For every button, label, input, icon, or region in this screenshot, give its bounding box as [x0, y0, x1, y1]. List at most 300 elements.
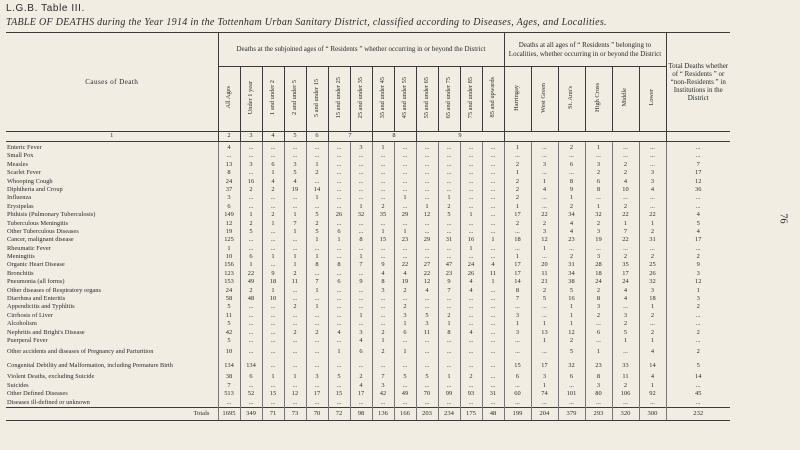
value-cell: 70 [416, 390, 438, 398]
value-cell: 3 [585, 303, 612, 311]
value-cell: 1 [639, 303, 666, 311]
value-cell: ... [262, 382, 284, 390]
value-cell: 7 [372, 373, 394, 381]
value-cell: 2 [372, 203, 394, 211]
value-cell: ... [460, 303, 482, 311]
value-cell: 1 [394, 194, 416, 202]
totals-label: Totals [6, 407, 218, 420]
table-row [6, 278, 730, 286]
value-cell: 3 [639, 169, 666, 177]
cause-cell: Congenital Debility and Malformation, including Premature Birth [7, 362, 173, 370]
value-cell: 8 [558, 178, 585, 186]
total-value-cell: 98 [350, 407, 372, 420]
value-cell: ... [612, 399, 639, 408]
value-cell: 2 [438, 312, 460, 320]
cause-cell: Diphtheria and Croup [7, 185, 63, 193]
value-cell: 32 [639, 278, 666, 286]
value-cell: ... [460, 345, 482, 359]
value-cell: 2 [531, 220, 558, 228]
value-cell: 5 [306, 211, 328, 219]
value-cell: 1 [585, 345, 612, 359]
value-cell: ... [372, 320, 394, 328]
total-deaths-header: Total Deaths whether of “ Residents ” or “non-Residents ” in Institutions in the District [666, 33, 730, 132]
value-cell: ... [394, 337, 416, 345]
localities-group-header: Deaths at all ages of “ Residents ” belonging to Localities, whether occurring in or beyond the District [504, 33, 666, 67]
total-deaths-cell: 9 [666, 261, 730, 269]
value-cell: 31 [558, 261, 585, 269]
value-cell: 19 [218, 228, 240, 236]
value-cell: 149 [218, 211, 240, 219]
value-cell: 4 [558, 220, 585, 228]
value-cell: ... [372, 253, 394, 261]
value-cell: 1 [531, 320, 558, 328]
value-cell: 2 [438, 203, 460, 211]
table-row [6, 337, 730, 345]
value-cell: 2 [504, 178, 531, 186]
value-cell: ... [460, 161, 482, 169]
total-deaths-cell: 5 [666, 220, 730, 228]
value-cell: ... [416, 359, 438, 373]
cause-cell: Suicides [7, 381, 29, 389]
column-header: 1 and under 2 [262, 67, 284, 132]
column-header: Middle [612, 67, 639, 132]
value-cell: ... [262, 320, 284, 328]
value-cell: ... [416, 303, 438, 311]
value-cell: ... [460, 295, 482, 303]
value-cell: 4 [460, 287, 482, 295]
cause-cell: Phthisis (Pulmonary Tuberculosis) [7, 211, 96, 219]
value-cell: ... [438, 303, 460, 311]
value-cell: 2 [612, 382, 639, 390]
value-cell: ... [460, 337, 482, 345]
value-cell: 22 [416, 270, 438, 278]
total-value-cell: 1695 [218, 407, 240, 420]
value-cell: 3 [504, 312, 531, 320]
value-cell: ... [218, 399, 240, 408]
value-cell: ... [240, 169, 262, 177]
total-value-cell: 166 [394, 407, 416, 420]
value-cell: 32 [558, 359, 585, 373]
value-cell: 1 [531, 178, 558, 186]
value-cell: ... [612, 142, 639, 153]
value-cell: 92 [639, 390, 666, 398]
value-cell: 3 [350, 142, 372, 153]
value-cell: ... [482, 287, 504, 295]
value-cell: 1 [284, 261, 306, 269]
column-header: 55 and under 65 [416, 67, 438, 132]
value-cell: ... [416, 186, 438, 194]
value-cell: 5 [416, 312, 438, 320]
table-row [6, 261, 730, 269]
value-cell: 3 [306, 373, 328, 381]
table-row [6, 329, 730, 337]
total-deaths-cell: ... [666, 320, 730, 328]
value-cell: 12 [416, 211, 438, 219]
value-cell: ... [416, 161, 438, 169]
value-cell: 1 [531, 245, 558, 253]
value-cell: ... [585, 320, 612, 328]
value-cell: ... [240, 194, 262, 202]
ages-group-header: Deaths at the subjoined ages of “ Residents ” whether occurring in or beyond the District [218, 33, 504, 67]
value-cell: 20 [531, 261, 558, 269]
value-cell: 24 [460, 261, 482, 269]
value-cell: 11 [416, 329, 438, 337]
value-cell: 31 [438, 236, 460, 244]
value-cell: 1 [284, 253, 306, 261]
value-cell: ... [328, 287, 350, 295]
column-number: 7 [328, 132, 372, 142]
value-cell: 2 [372, 329, 394, 337]
value-cell: ... [394, 186, 416, 194]
value-cell: 2 [612, 203, 639, 211]
total-value-cell: 379 [558, 407, 585, 420]
value-cell: 27 [416, 261, 438, 269]
value-cell: 6 [350, 345, 372, 359]
value-cell: 4 [460, 329, 482, 337]
value-cell: 2 [639, 329, 666, 337]
value-cell: 4 [531, 186, 558, 194]
value-cell: ... [306, 152, 328, 160]
value-cell: 6 [504, 373, 531, 381]
value-cell: 32 [585, 211, 612, 219]
cause-cell: Small Pox [7, 152, 34, 160]
value-cell: 22 [612, 236, 639, 244]
total-value-cell: 204 [531, 407, 558, 420]
value-cell: ... [350, 220, 372, 228]
value-cell: 8 [306, 261, 328, 269]
table-row [6, 178, 730, 186]
value-cell: ... [612, 194, 639, 202]
value-cell: 17 [504, 270, 531, 278]
value-cell: ... [284, 382, 306, 390]
value-cell: 2 [306, 329, 328, 337]
value-cell: ... [482, 245, 504, 253]
value-cell: 14 [504, 278, 531, 286]
value-cell: 42 [218, 329, 240, 337]
value-cell: ... [350, 359, 372, 373]
total-deaths-cell: ... [666, 382, 730, 390]
value-cell: 26 [460, 270, 482, 278]
value-cell: ... [350, 270, 372, 278]
value-cell: ... [350, 287, 372, 295]
value-cell: 19 [585, 236, 612, 244]
value-cell: 1 [328, 345, 350, 359]
value-cell: ... [639, 161, 666, 169]
table-row [6, 253, 730, 261]
value-cell: 2 [639, 228, 666, 236]
value-cell: 1 [306, 287, 328, 295]
value-cell: 4 [482, 261, 504, 269]
value-cell: ... [328, 270, 350, 278]
value-cell: ... [639, 245, 666, 253]
value-cell: ... [350, 228, 372, 236]
value-cell: 23 [585, 359, 612, 373]
value-cell: ... [460, 142, 482, 153]
value-cell: ... [240, 382, 262, 390]
value-cell: 13 [531, 329, 558, 337]
value-cell: 2 [460, 373, 482, 381]
table-row [6, 236, 730, 244]
value-cell: 8 [585, 186, 612, 194]
value-cell: ... [306, 312, 328, 320]
column-number: 9 [416, 132, 504, 142]
value-cell: ... [394, 359, 416, 373]
value-cell: ... [328, 295, 350, 303]
cause-cell: Cirrhosis of Liver [7, 311, 53, 319]
value-cell: 3 [639, 178, 666, 186]
value-cell: 11 [531, 270, 558, 278]
value-cell: 52 [240, 390, 262, 398]
column-number-row [6, 132, 730, 142]
value-cell: 4 [460, 278, 482, 286]
column-header: 25 and under 35 [350, 67, 372, 132]
value-cell: ... [262, 142, 284, 153]
value-cell: 5 [284, 169, 306, 177]
value-cell: ... [350, 320, 372, 328]
value-cell: ... [438, 178, 460, 186]
value-cell: ... [328, 178, 350, 186]
value-cell: 16 [558, 295, 585, 303]
value-cell: 58 [218, 295, 240, 303]
value-cell: 6 [558, 373, 585, 381]
value-cell: 4 [416, 287, 438, 295]
value-cell: 7 [284, 220, 306, 228]
value-cell: 34 [558, 270, 585, 278]
value-cell: 2 [558, 142, 585, 153]
value-cell: 5 [394, 373, 416, 381]
table-row [6, 194, 730, 202]
value-cell: ... [639, 142, 666, 153]
value-cell: ... [416, 245, 438, 253]
column-header: 15 and under 25 [328, 67, 350, 132]
value-cell: ... [306, 245, 328, 253]
value-cell: 7 [218, 382, 240, 390]
value-cell: 123 [218, 270, 240, 278]
value-cell: 134 [240, 359, 262, 373]
value-cell: ... [394, 142, 416, 153]
value-cell: ... [612, 245, 639, 253]
value-cell: 2 [504, 161, 531, 169]
value-cell: 3 [240, 161, 262, 169]
value-cell: 22 [394, 261, 416, 269]
value-cell: ... [416, 194, 438, 202]
value-cell: ... [460, 220, 482, 228]
table-row [6, 390, 730, 398]
value-cell: ... [284, 312, 306, 320]
value-cell: ... [328, 303, 350, 311]
value-cell: 80 [585, 390, 612, 398]
value-cell: 3 [284, 161, 306, 169]
value-cell: ... [240, 236, 262, 244]
value-cell: 5 [218, 303, 240, 311]
value-cell: ... [262, 312, 284, 320]
value-cell: 1 [262, 169, 284, 177]
value-cell: ... [284, 203, 306, 211]
value-cell: ... [531, 142, 558, 153]
value-cell: 74 [531, 390, 558, 398]
value-cell: 1 [372, 228, 394, 236]
value-cell: 5 [416, 373, 438, 381]
deaths-table [6, 32, 730, 421]
value-cell: 7 [350, 261, 372, 269]
value-cell: ... [504, 152, 531, 160]
value-cell: 7 [504, 295, 531, 303]
column-header: Lower [639, 67, 666, 132]
value-cell: ... [585, 194, 612, 202]
table-row [6, 142, 730, 153]
value-cell: ... [639, 152, 666, 160]
value-cell: ... [306, 337, 328, 345]
cause-cell: Cancer, malignant disease [7, 236, 74, 244]
value-cell: ... [504, 345, 531, 359]
value-cell: ... [262, 303, 284, 311]
value-cell: 15 [262, 390, 284, 398]
value-cell: ... [372, 312, 394, 320]
value-cell: ... [460, 382, 482, 390]
value-cell: ... [460, 312, 482, 320]
value-cell: ... [328, 337, 350, 345]
value-cell: 17 [504, 211, 531, 219]
value-cell: ... [460, 320, 482, 328]
value-cell: 24 [218, 287, 240, 295]
table-row [6, 169, 730, 177]
value-cell: 16 [460, 236, 482, 244]
table-row [6, 270, 730, 278]
value-cell: 49 [240, 278, 262, 286]
value-cell: 31 [482, 390, 504, 398]
value-cell: 1 [240, 261, 262, 269]
value-cell: 4 [394, 270, 416, 278]
value-cell: ... [262, 261, 284, 269]
value-cell: ... [240, 142, 262, 153]
value-cell: ... [328, 203, 350, 211]
value-cell: 5 [218, 337, 240, 345]
cause-cell: Diarrhœa and Enteritis [7, 295, 66, 303]
value-cell: 1 [585, 203, 612, 211]
value-cell: 1 [460, 211, 482, 219]
value-cell: ... [482, 142, 504, 153]
value-cell: ... [531, 203, 558, 211]
value-cell: 4 [372, 270, 394, 278]
value-cell: 2 [350, 373, 372, 381]
value-cell: 2 [585, 312, 612, 320]
value-cell: ... [284, 245, 306, 253]
value-cell: ... [350, 194, 372, 202]
value-cell: ... [558, 382, 585, 390]
total-deaths-cell: ... [666, 142, 730, 153]
value-cell: 1 [558, 320, 585, 328]
cause-cell: Appendicitis and Typhlitis [7, 303, 75, 311]
cause-cell: Other Tuberculous Diseases [7, 227, 79, 235]
value-cell: ... [328, 142, 350, 153]
column-number: 3 [240, 132, 262, 142]
value-cell: 5 [612, 329, 639, 337]
cause-cell: Influenza [7, 194, 32, 202]
value-cell: 1 [438, 373, 460, 381]
value-cell: 5 [306, 228, 328, 236]
value-cell: ... [482, 194, 504, 202]
value-cell: ... [284, 295, 306, 303]
value-cell: ... [612, 303, 639, 311]
value-cell: ... [350, 303, 372, 311]
value-cell: ... [262, 152, 284, 160]
value-cell: 11 [612, 373, 639, 381]
value-cell: ... [482, 228, 504, 236]
value-cell: 2 [284, 329, 306, 337]
value-cell: ... [262, 245, 284, 253]
value-cell: ... [394, 295, 416, 303]
value-cell: 24 [218, 178, 240, 186]
value-cell: 2 [612, 161, 639, 169]
cause-cell: Meningitis [7, 253, 35, 261]
value-cell: ... [438, 337, 460, 345]
value-cell: ... [262, 337, 284, 345]
total-deaths-cell: 45 [666, 390, 730, 398]
value-cell: 4 [639, 345, 666, 359]
value-cell: ... [306, 359, 328, 373]
value-cell: ... [585, 152, 612, 160]
value-cell: ... [482, 359, 504, 373]
column-number: 8 [372, 132, 416, 142]
value-cell: ... [328, 186, 350, 194]
value-cell: 93 [460, 390, 482, 398]
value-cell: 1 [394, 228, 416, 236]
value-cell: ... [262, 399, 284, 408]
value-cell: 1 [558, 303, 585, 311]
value-cell: 1 [612, 220, 639, 228]
value-cell: ... [394, 220, 416, 228]
value-cell: ... [394, 399, 416, 408]
column-number: 1 [6, 132, 218, 142]
value-cell: ... [284, 152, 306, 160]
value-cell: ... [558, 245, 585, 253]
value-cell: ... [306, 270, 328, 278]
value-cell: 1 [558, 312, 585, 320]
value-cell: ... [639, 399, 666, 408]
value-cell: ... [531, 253, 558, 261]
value-cell: ... [240, 320, 262, 328]
value-cell: 38 [558, 278, 585, 286]
value-cell: 5 [558, 345, 585, 359]
value-cell: ... [531, 169, 558, 177]
value-cell: ... [306, 320, 328, 328]
value-cell: ... [438, 152, 460, 160]
value-cell: 1 [306, 194, 328, 202]
value-cell: ... [284, 337, 306, 345]
value-cell: 17 [612, 270, 639, 278]
value-cell: ... [328, 359, 350, 373]
value-cell: 4 [612, 295, 639, 303]
cause-cell: Other diseases of Respiratory organs [7, 286, 101, 294]
value-cell: ... [531, 399, 558, 408]
table-row [6, 399, 730, 408]
value-cell: ... [262, 236, 284, 244]
value-cell: ... [394, 169, 416, 177]
value-cell: 1 [306, 253, 328, 261]
value-cell: ... [416, 142, 438, 153]
value-cell: 18 [504, 236, 531, 244]
value-cell: ... [328, 382, 350, 390]
value-cell: ... [504, 382, 531, 390]
value-cell: ... [531, 345, 558, 359]
value-cell: 1 [504, 253, 531, 261]
value-cell: 9 [262, 270, 284, 278]
value-cell: ... [482, 152, 504, 160]
value-cell: 23 [394, 236, 416, 244]
column-header: 5 and under 15 [306, 67, 328, 132]
value-cell: ... [284, 359, 306, 373]
value-cell: 17 [306, 390, 328, 398]
